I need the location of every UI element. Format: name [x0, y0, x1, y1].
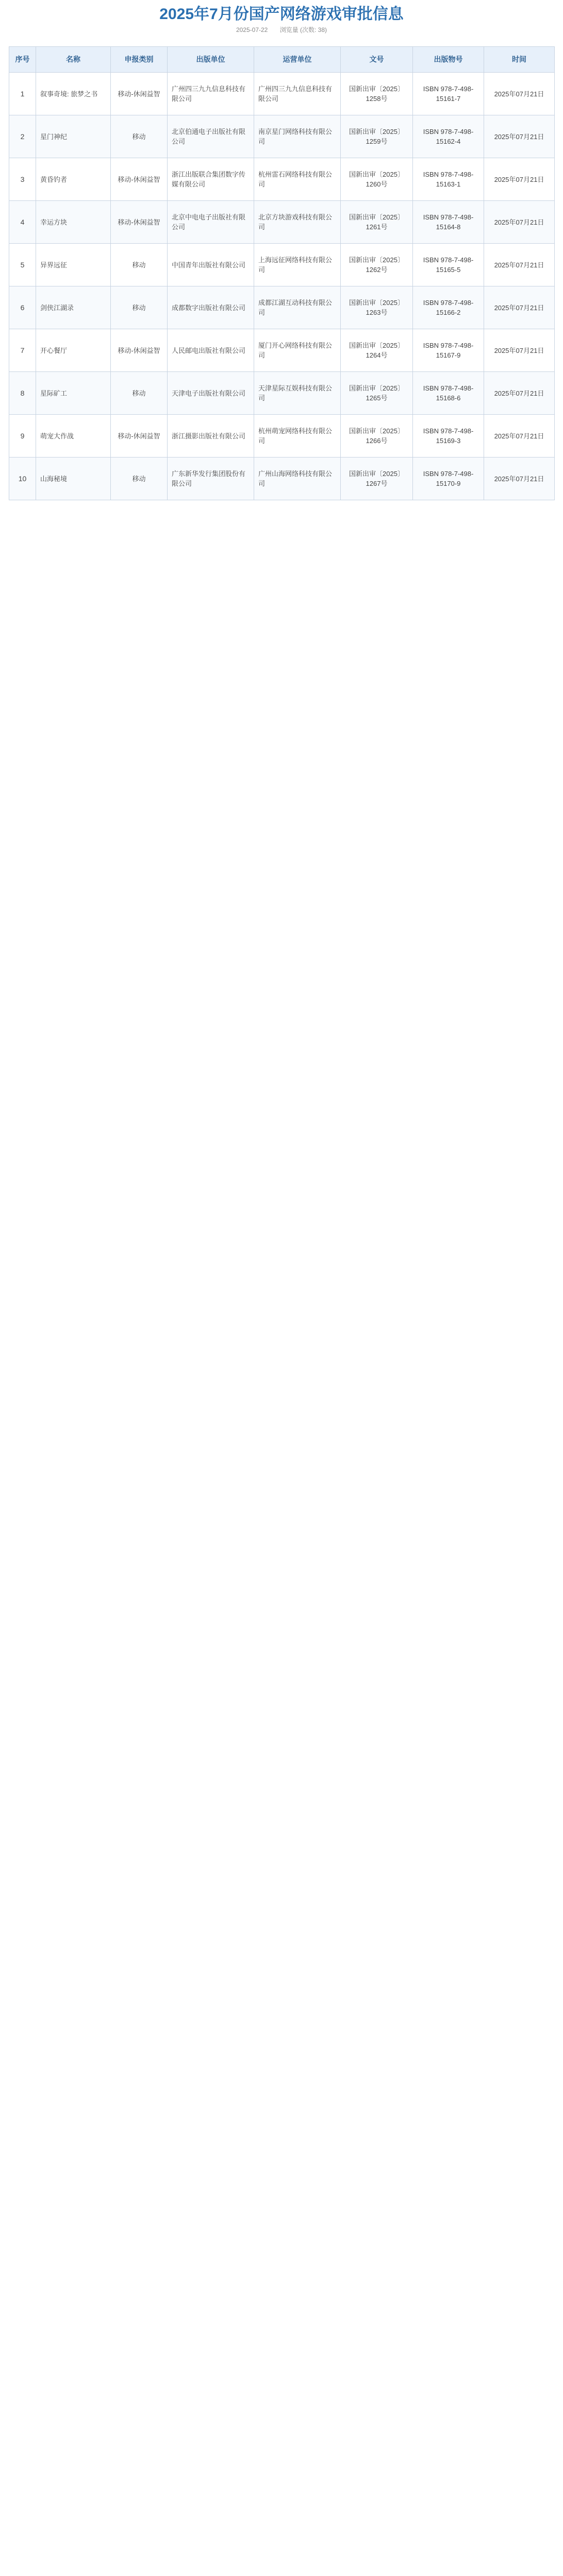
- cell-isbn: ISBN 978-7-498-15170-9: [413, 457, 484, 500]
- table-row: [9, 115, 555, 158]
- cell-name: 萌宠大作战: [36, 415, 111, 457]
- cell-publisher: 北京伯通电子出版社有限公司: [168, 115, 254, 158]
- cell-category: 移动: [111, 372, 168, 415]
- table-row: [9, 329, 555, 372]
- cell-approval-no: 国新出审〔2025〕1262号: [341, 244, 413, 286]
- col-header-index: 序号: [9, 47, 36, 73]
- col-header-approval-no: 文号: [341, 47, 413, 73]
- col-header-publisher: 出版单位: [168, 47, 254, 73]
- table-header-row: [9, 47, 555, 73]
- cell-isbn: ISBN 978-7-498-15163-1: [413, 158, 484, 201]
- cell-isbn: ISBN 978-7-498-15165-5: [413, 244, 484, 286]
- approval-table: [9, 46, 555, 500]
- cell-date: 2025年07月21日: [484, 201, 555, 244]
- cell-index: 6: [9, 286, 36, 329]
- table-row: [9, 201, 555, 244]
- cell-date: 2025年07月21日: [484, 457, 555, 500]
- cell-approval-no: 国新出审〔2025〕1259号: [341, 115, 413, 158]
- cell-isbn: ISBN 978-7-498-15168-6: [413, 372, 484, 415]
- table-body: [9, 73, 555, 500]
- col-header-name: 名称: [36, 47, 111, 73]
- cell-approval-no: 国新出审〔2025〕1263号: [341, 286, 413, 329]
- cell-date: 2025年07月21日: [484, 286, 555, 329]
- cell-category: 移动: [111, 286, 168, 329]
- cell-date: 2025年07月21日: [484, 372, 555, 415]
- cell-approval-no: 国新出审〔2025〕1265号: [341, 372, 413, 415]
- cell-publisher: 广东新华发行集团股份有限公司: [168, 457, 254, 500]
- table-row: [9, 415, 555, 457]
- cell-date: 2025年07月21日: [484, 73, 555, 115]
- cell-date: 2025年07月21日: [484, 115, 555, 158]
- cell-category: 移动-休闲益智: [111, 73, 168, 115]
- cell-publisher: 中国青年出版社有限公司: [168, 244, 254, 286]
- cell-operator: 厦门开心网络科技有限公司: [254, 329, 341, 372]
- cell-index: 8: [9, 372, 36, 415]
- page-header: [0, 0, 563, 38]
- cell-index: 3: [9, 158, 36, 201]
- col-header-category: 申报类别: [111, 47, 168, 73]
- cell-approval-no: 国新出审〔2025〕1264号: [341, 329, 413, 372]
- cell-index: 4: [9, 201, 36, 244]
- cell-approval-no: 国新出审〔2025〕1266号: [341, 415, 413, 457]
- cell-name: 幸运方块: [36, 201, 111, 244]
- cell-category: 移动: [111, 244, 168, 286]
- cell-name: 山海秘境: [36, 457, 111, 500]
- cell-index: 7: [9, 329, 36, 372]
- view-count: 浏览量 (次数: 38): [279, 26, 327, 33]
- cell-operator: 杭州萌宠网络科技有限公司: [254, 415, 341, 457]
- cell-operator: 天津星际互娱科技有限公司: [254, 372, 341, 415]
- cell-publisher: 浙江摄影出版社有限公司: [168, 415, 254, 457]
- cell-operator: 杭州雷石网络科技有限公司: [254, 158, 341, 201]
- cell-name: 开心餐厅: [36, 329, 111, 372]
- table-row: [9, 73, 555, 115]
- cell-publisher: 成都数字出版社有限公司: [168, 286, 254, 329]
- cell-name: 星际矿工: [36, 372, 111, 415]
- cell-operator: 成都江湖互动科技有限公司: [254, 286, 341, 329]
- cell-isbn: ISBN 978-7-498-15167-9: [413, 329, 484, 372]
- cell-category: 移动-休闲益智: [111, 329, 168, 372]
- col-header-isbn: 出版物号: [413, 47, 484, 73]
- cell-category: 移动: [111, 115, 168, 158]
- table-row: [9, 244, 555, 286]
- cell-operator: 南京星门网络科技有限公司: [254, 115, 341, 158]
- cell-approval-no: 国新出审〔2025〕1260号: [341, 158, 413, 201]
- cell-category: 移动-休闲益智: [111, 201, 168, 244]
- cell-publisher: 天津电子出版社有限公司: [168, 372, 254, 415]
- table-row: [9, 372, 555, 415]
- cell-approval-no: 国新出审〔2025〕1267号: [341, 457, 413, 500]
- cell-operator: 广州四三九九信息科技有限公司: [254, 73, 341, 115]
- cell-publisher: 人民邮电出版社有限公司: [168, 329, 254, 372]
- publish-date: 2025-07-22: [236, 26, 268, 33]
- cell-date: 2025年07月21日: [484, 415, 555, 457]
- cell-name: 星门神纪: [36, 115, 111, 158]
- cell-isbn: ISBN 978-7-498-15169-3: [413, 415, 484, 457]
- cell-name: 异界远征: [36, 244, 111, 286]
- cell-index: 5: [9, 244, 36, 286]
- cell-index: 10: [9, 457, 36, 500]
- cell-index: 1: [9, 73, 36, 115]
- cell-index: 2: [9, 115, 36, 158]
- table-row: [9, 158, 555, 201]
- cell-category: 移动-休闲益智: [111, 158, 168, 201]
- cell-index: 9: [9, 415, 36, 457]
- cell-isbn: ISBN 978-7-498-15164-8: [413, 201, 484, 244]
- cell-approval-no: 国新出审〔2025〕1258号: [341, 73, 413, 115]
- table-row: [9, 457, 555, 500]
- cell-isbn: ISBN 978-7-498-15166-2: [413, 286, 484, 329]
- cell-name: 黄昏钓者: [36, 158, 111, 201]
- cell-category: 移动-休闲益智: [111, 415, 168, 457]
- cell-date: 2025年07月21日: [484, 329, 555, 372]
- col-header-operator: 运营单位: [254, 47, 341, 73]
- cell-date: 2025年07月21日: [484, 158, 555, 201]
- cell-date: 2025年07月21日: [484, 244, 555, 286]
- cell-operator: 广州山海网络科技有限公司: [254, 457, 341, 500]
- col-header-date: 时间: [484, 47, 555, 73]
- cell-category: 移动: [111, 457, 168, 500]
- cell-isbn: ISBN 978-7-498-15161-7: [413, 73, 484, 115]
- cell-name: 叙事奇境: 旅梦之书: [36, 73, 111, 115]
- cell-publisher: 北京中电电子出版社有限公司: [168, 201, 254, 244]
- page-meta: [0, 25, 563, 35]
- cell-name: 剑侠江湖录: [36, 286, 111, 329]
- cell-publisher: 广州四三九九信息科技有限公司: [168, 73, 254, 115]
- cell-approval-no: 国新出审〔2025〕1261号: [341, 201, 413, 244]
- cell-operator: 上海远征网络科技有限公司: [254, 244, 341, 286]
- cell-operator: 北京方块游戏科技有限公司: [254, 201, 341, 244]
- cell-publisher: 浙江出版联合集团数字传媒有限公司: [168, 158, 254, 201]
- table-row: [9, 286, 555, 329]
- page-title: 2025年7月份国产网络游戏审批信息: [159, 6, 404, 23]
- cell-isbn: ISBN 978-7-498-15162-4: [413, 115, 484, 158]
